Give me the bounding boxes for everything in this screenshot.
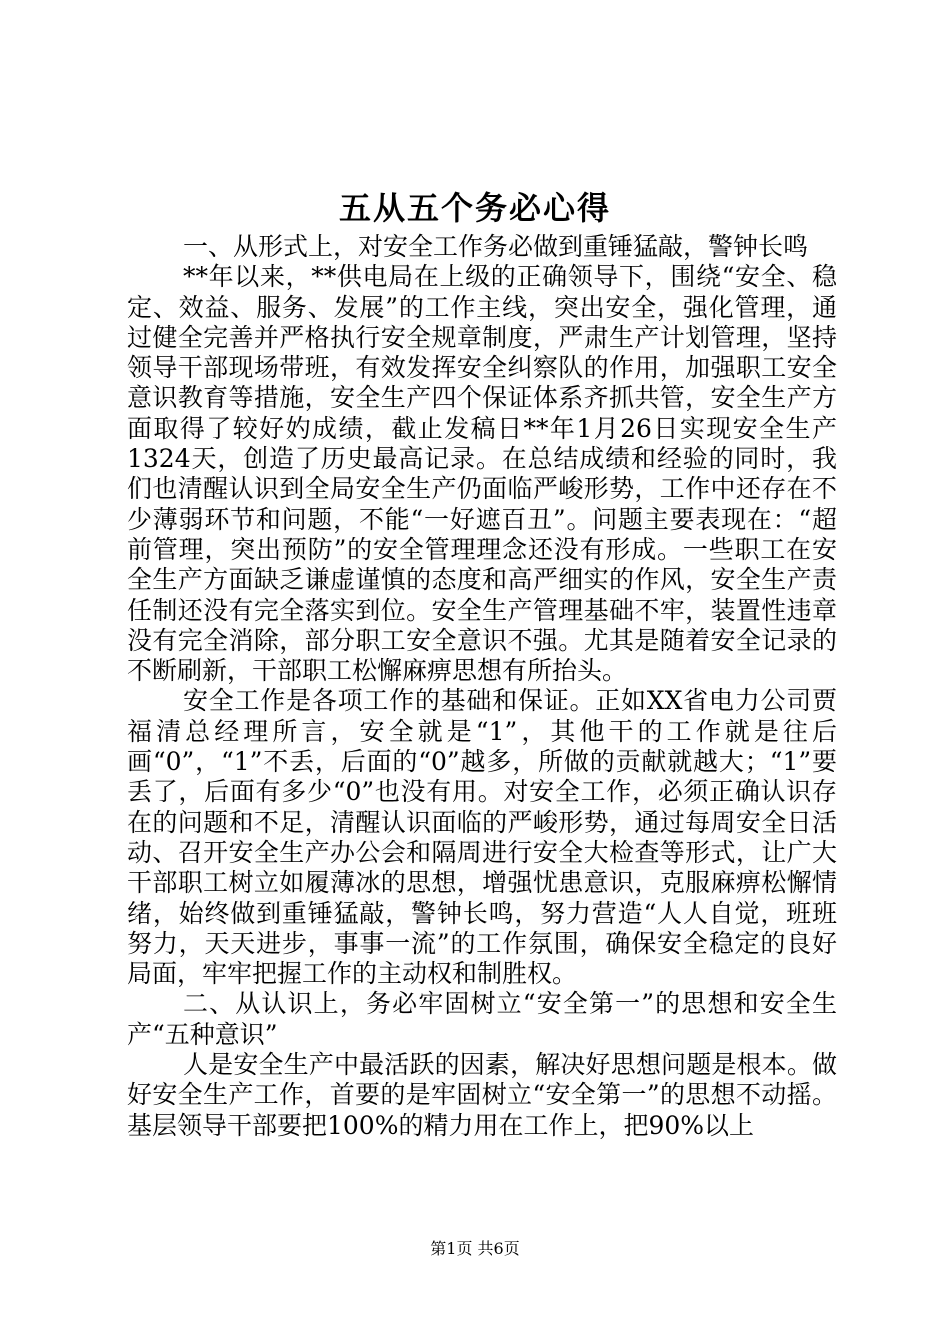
paragraph: **年以来，**供电局在上级的正确领导下，围绕“安全、稳定、效益、服务、发展”的工作主线，突出安全，强化管理，通过健全完善并严格执行安全规章制度，严肃生产计划管理，坚持领导干部现场带班，有效发挥安全纠察队的作用，加强职工安全意识教育等措施，安全生产四个保证体系齐抓共管，安全生产方面取得了较好妁成绩，截止发稿日**年1月26日实现安全生产1324天，创造了历史最高记录。在总结成绩和经验的同时，我们也清醒认识到全局安全生产仍面临严峻形势，工作中还存在不少薄弱环节和问题，不能“一好遮百丑”。问题主要表现在：“超前管理，突出预防”的安全管理理念还没有形成。一些职工在安全生产方面缺乏谦虚谨慎的态度和高严细实的作风，安全生产责任制还没有完全落实到位。安全生产管理基础不牢，装置性违章没有完全消除，部分职工安全意识不强。尤其是随着安全记录的不断刷新，干部职工松懈麻痹思想有所抬头。 <box>127 262 837 686</box>
document-title: 五从五个务必心得 <box>338 189 611 227</box>
section-heading-1: 一、从形式上，对安全工作务必做到重锤猛敲，警钟长鸣 <box>183 232 809 261</box>
page-footer: 第1页 共6页 <box>430 1239 520 1258</box>
paragraph: 安全工作是各项工作的基础和保证。正如XX省电力公司贾福清总经理所言，安全就是“1”，其他干的工作就是往后画“0”，“1”不丢，后面的“0”越多，所做的贡献就越大；“1”要丢了，后面有多少“0”也没有用。对安全工作，必须正确认识存在的问题和不足，清醒认识面临的严峻形势，通过每周安全日活动、召开安全生产办公会和隔周进行安全大检查等形式，让广大干部职工树立如履薄冰的思想，增强忧患意识，克服麻痹松懈情绪，始终做到重锤猛敲，警钟长鸣，努力营造“人人自觉，班班努力，天天进步，事事一流”的工作氛围，确保安全稳定的良好局面，牢牢把握工作的主动权和制胜权。 <box>127 686 837 989</box>
paragraph: 人是安全生产中最活跃的因素，解决好思想问题是根本。做好安全生产工作，首要的是牢固树立“安全第一”的思想不动摇。基层领导干部要把100%的精力用在工作上，把90%以上 <box>127 1050 837 1140</box>
document-body <box>127 232 837 1141</box>
section-heading-2: 二、从认识上，务必牢固树立“安全第一”的思想和安全生产“五种意识” <box>127 989 837 1049</box>
